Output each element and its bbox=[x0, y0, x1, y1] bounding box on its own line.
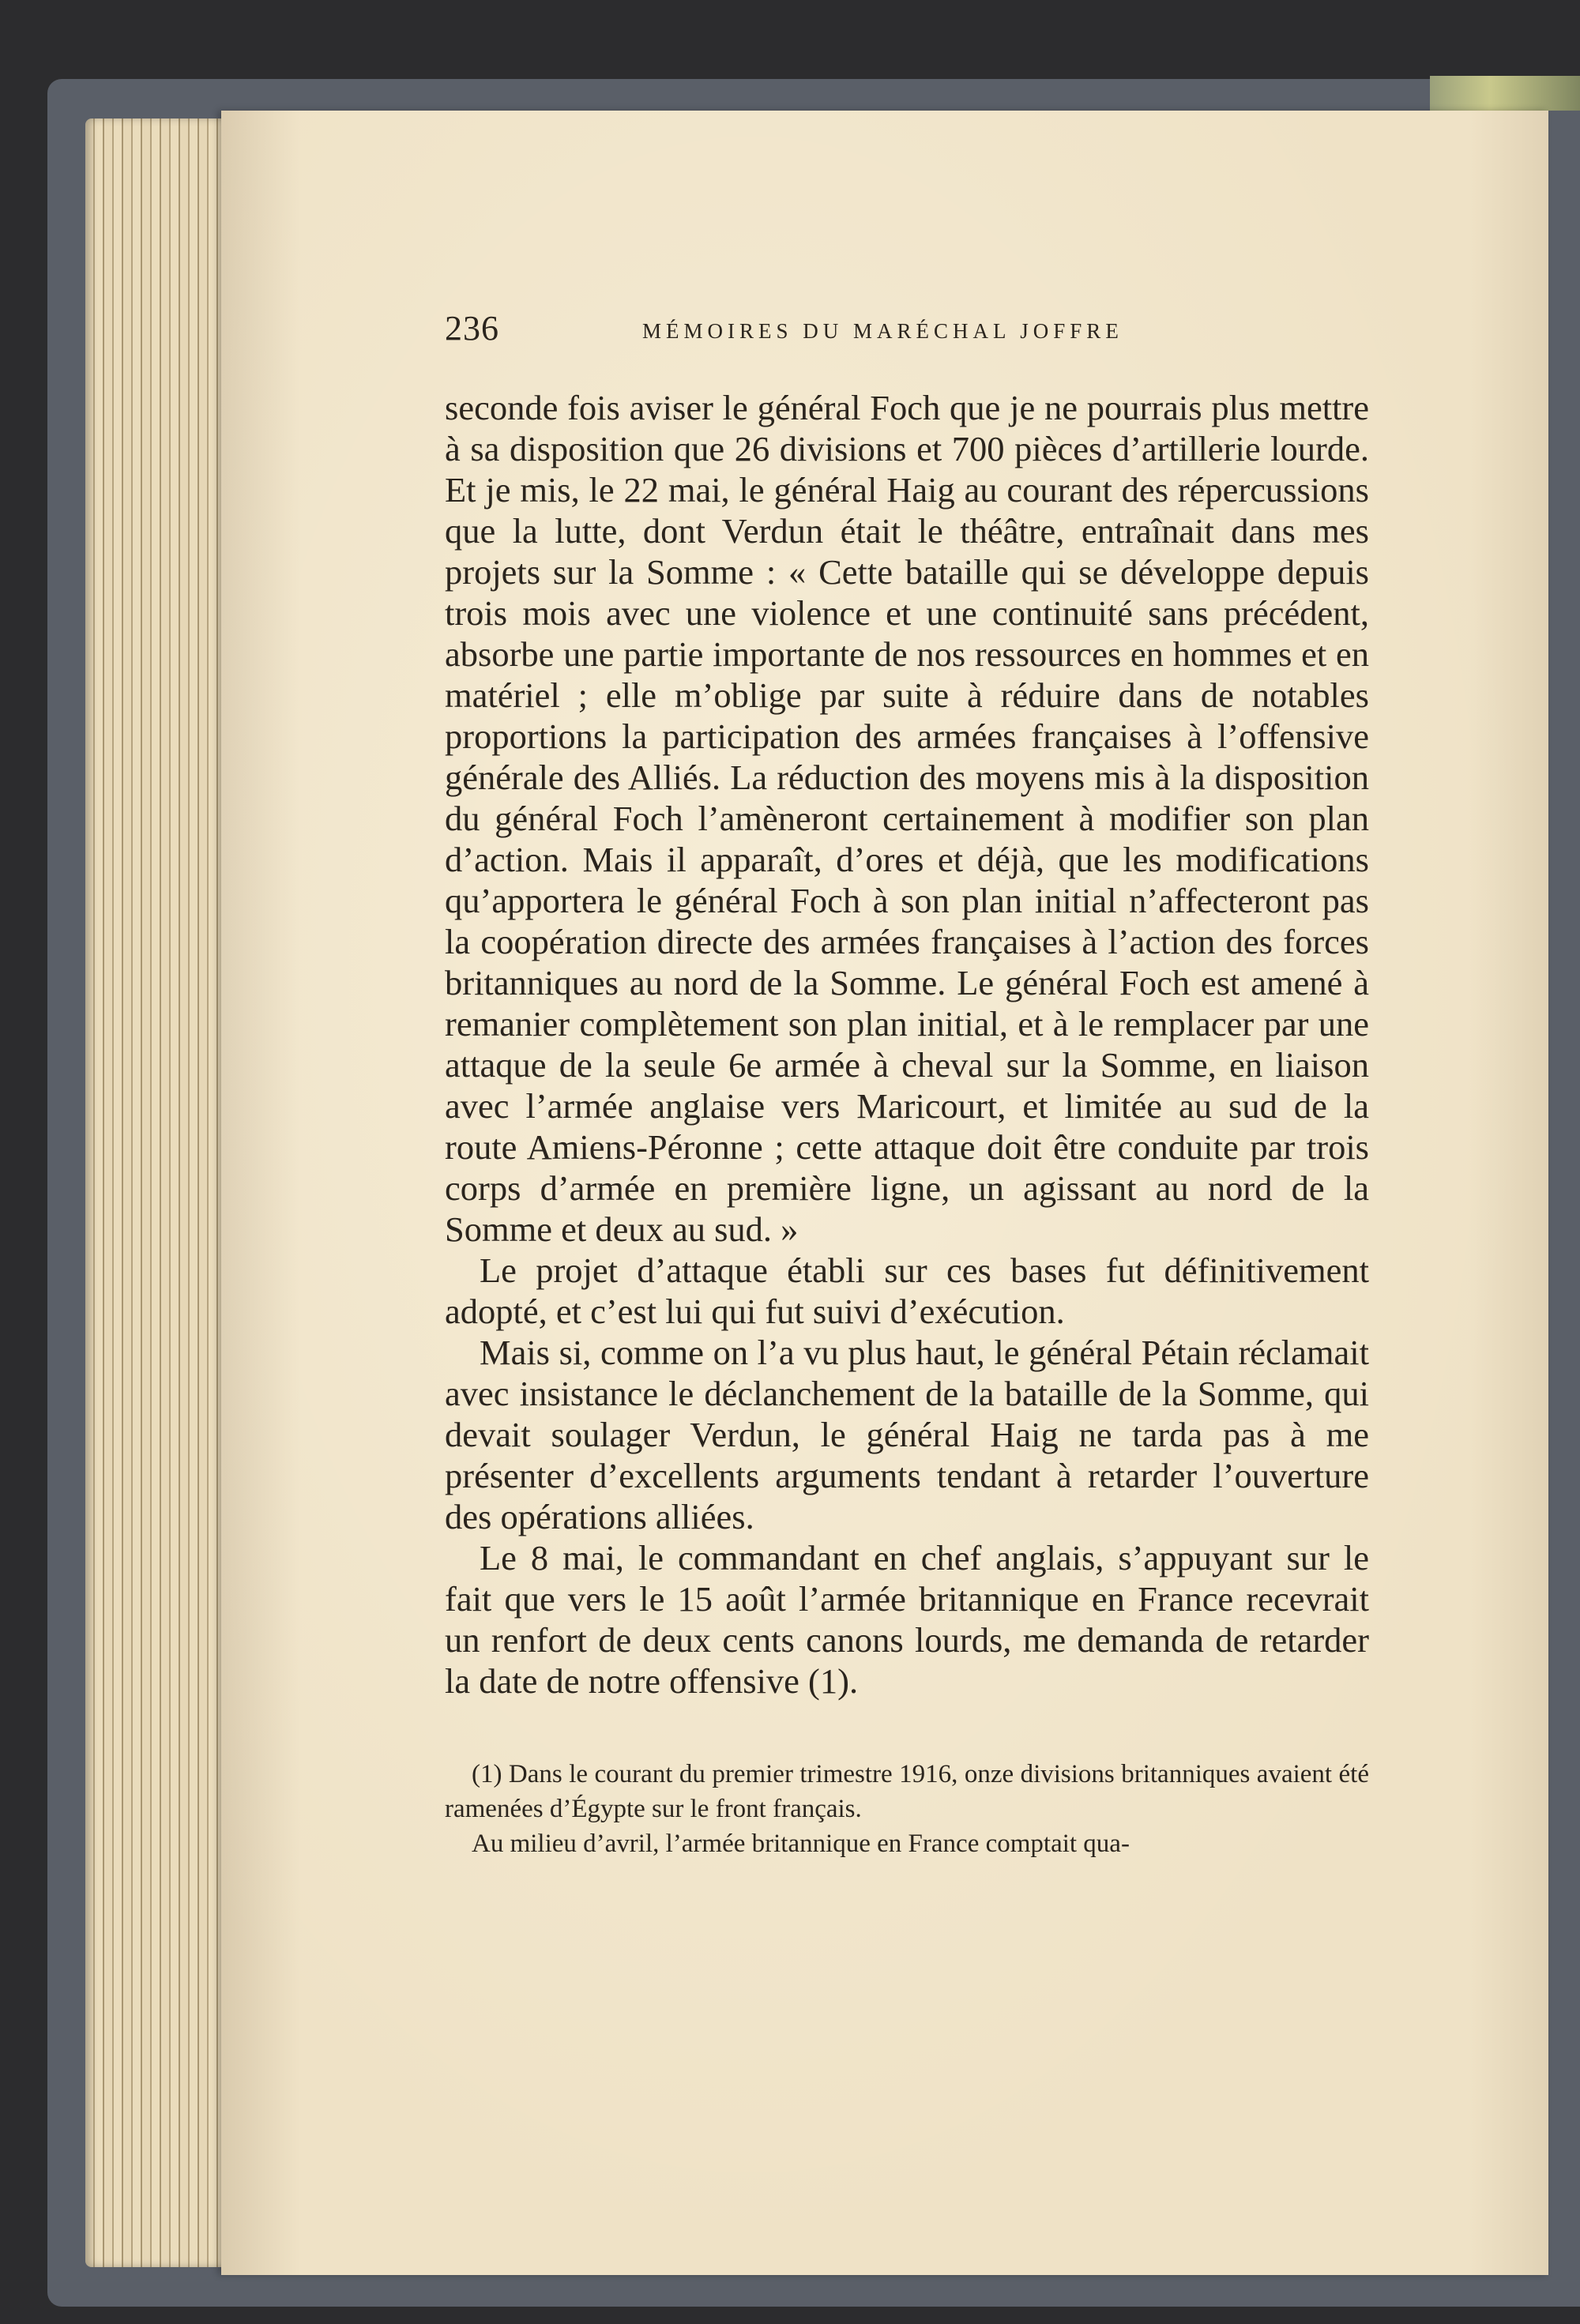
footnote: (1) Dans le courant du premier trimestre 1916, onze divisions britanniques avaient été ramenées d’Égypte sur le front français. bbox=[445, 1760, 1369, 1823]
running-title: MÉMOIRES DU MARÉCHAL JOFFRE bbox=[642, 319, 1123, 343]
paragraph: Mais si, comme on l’a vu plus haut, le général Pétain réclamait avec insistance le déclanchement de la bataille de la Somme, qui devait soulager Verdun, le général Haig ne tarda pas à me présenter d’excellents arguments tendant à retarder l’ouverture des opérations alliées. bbox=[445, 1333, 1369, 1536]
running-head bbox=[445, 308, 1369, 355]
footnotes bbox=[445, 1757, 1369, 1861]
paragraph: Le projet d’attaque établi sur ces bases fut définitivement adopté, et c’est lui qui fut suivi d’exécution. bbox=[445, 1250, 1369, 1331]
paragraph: seconde fois aviser le général Foch que je ne pourrais plus mettre à sa disposition que 26 divisions et 700 pièces d’artillerie lourde. Et je mis, le 22 mai, le général Haig au courant des répercussions que la lutte, dont Verdun était le théâtre, entraînait dans mes projets sur la Somme : « Cette bataille qui se développe depuis trois mois avec une violence et une continuité sans précédent, absorbe une partie importante de nos ressources en hommes et en matériel ; elle m’oblige par suite à réduire dans de notables proportions la participation des armées françaises à l’offensive générale des Alliés. La réduction des moyens mis à la disposition du général Foch l’amèneront certainement à modifier son plan d’action. Mais il apparaît, d’ores et déjà, que les modifications qu’apportera le général Foch à son plan initial n’affecteront pas la coopération directe des armées françaises à l’action des forces britanniques au nord de la Somme. Le général Foch est amené à remanier complètement son plan initial, et à le remplacer par une attaque de la seule 6e armée à cheval sur la Somme, en liaison avec l’armée anglaise vers Maricourt, et limitée au sud de la route Amiens-Péronne ; cette attaque doit être conduite par trois corps d’armée en première ligne, un agissant au nord de la Somme et deux au sud. » bbox=[445, 388, 1369, 1249]
page-number: 236 bbox=[445, 309, 499, 348]
paragraph: Le 8 mai, le commandant en chef anglais, s’appuyant sur le fait que vers le 15 août l’armée britannique en France recevrait un renfort de deux cents canons lourds, me demanda de retarder la date de notre offensive (1). bbox=[445, 1538, 1369, 1701]
book-spine-edge bbox=[1430, 76, 1580, 111]
body-text bbox=[445, 387, 1369, 1702]
book-page bbox=[221, 111, 1548, 2275]
page-content bbox=[445, 308, 1369, 1861]
page-edges bbox=[85, 118, 243, 2267]
footnote: Au milieu d’avril, l’armée britannique en France comptait qua- bbox=[472, 1829, 1130, 1858]
